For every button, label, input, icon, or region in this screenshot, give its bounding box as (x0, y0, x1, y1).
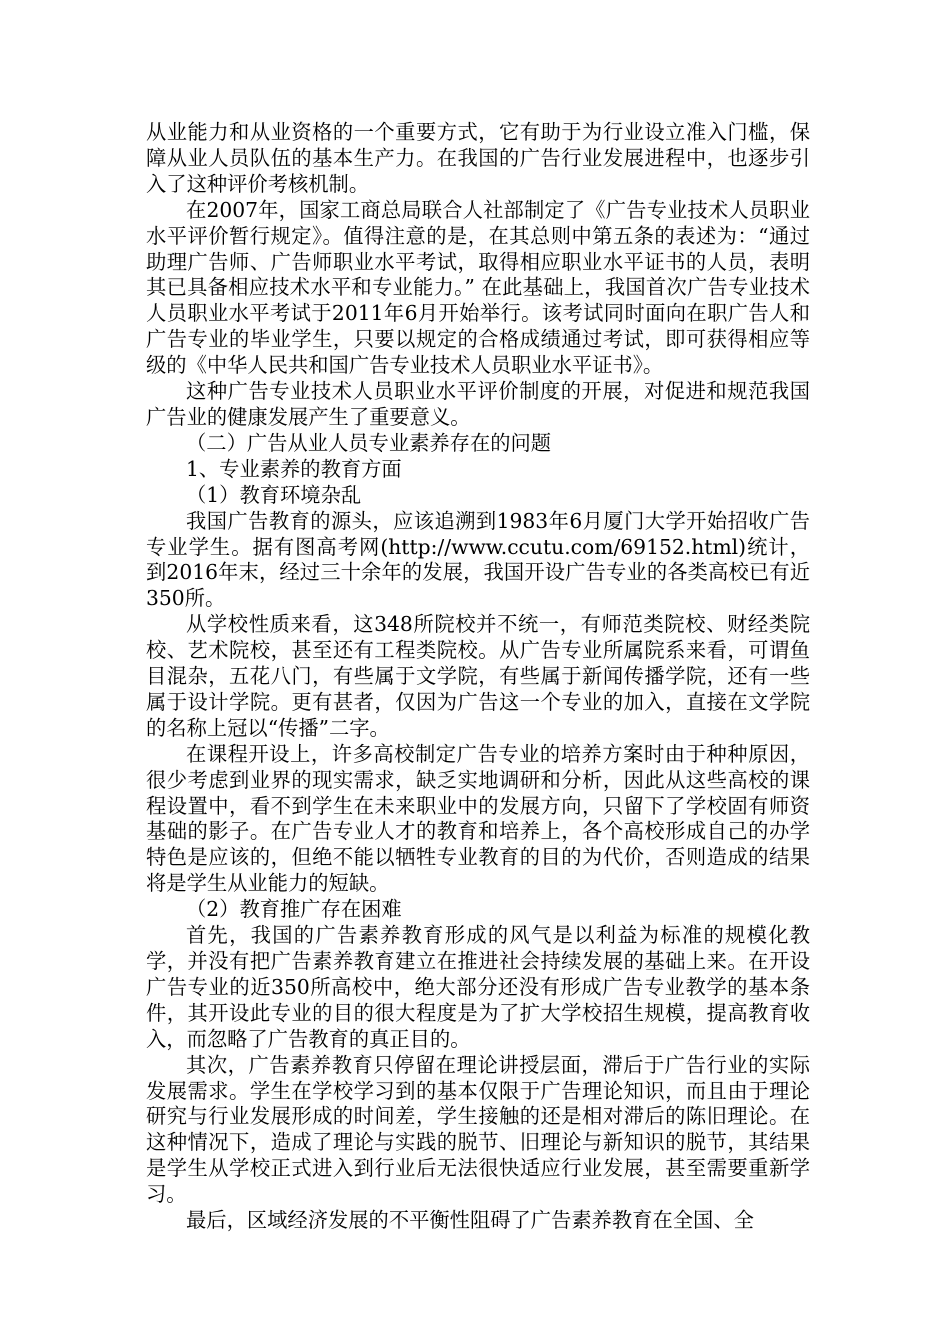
document-page (146, 120, 810, 1234)
paragraph: 我国广告教育的源头，应该追溯到1983年6月厦门大学开始招收广告专业学生。据有图高考网(http://www.ccutu.com/69152.html)统计，到2016年末，经过三十余年的发展，我国开设广告专业的各类高校已有近350所。 (146, 508, 810, 611)
paragraph: 从学校性质来看，这348所院校并不统一，有师范类院校、财经类院校、艺术院校，甚至还有工程类院校。从广告专业所属院系来看，可谓鱼目混杂，五花八门，有些属于文学院，有些属于新闻传播学院，还有一些属于设计学院。更有甚者，仅因为广告这一个专业的加入，直接在文学院的名称上冠以“传播”二字。 (146, 612, 810, 740)
paragraph: 从业能力和从业资格的一个重要方式，它有助于为行业设立准入门槛，保障从业人员队伍的基本生产力。在我国的广告行业发展进程中，也逐步引入了这种评价考核机制。 (146, 120, 810, 196)
paragraph: 在2007年，国家工商总局联合人社部制定了《广告专业技术人员职业水平评价暂行规定》。值得注意的是，在其总则中第五条的表述为：“通过助理广告师、广告师职业水平考试，取得相应职业水平证书的人员，表明其已具备相应技术水平和专业能力。” 在此基础上，我国首次广告专业技术人员职业水平考试于2011年6月开始举行。该考试同时面向在职广告人和广告专业的毕业学生，只要以规定的合格成绩通过考试，即可获得相应等级的《中华人民共和国广告专业技术人员职业水平证书》。 (146, 197, 810, 378)
paragraph: 最后，区域经济发展的不平衡性阻碍了广告素养教育在全国、全 (186, 1208, 754, 1233)
paragraph: 在课程开设上，许多高校制定广告专业的培养方案时由于种种原因，很少考虑到业界的现实需求，缺乏实地调研和分析，因此从这些高校的课程设置中，看不到学生在未来职业中的发展方向，只留下了学校固有师资基础的影子。在广告专业人才的教育和培养上，各个高校形成自己的办学特色是应该的，但绝不能以牺牲专业教育的目的为代价，否则造成的结果将是学生从业能力的短缺。 (146, 741, 810, 896)
paragraph: 首先，我国的广告素养教育形成的风气是以利益为标准的规模化教学，并没有把广告素养教育建立在推进社会持续发展的基础上来。在开设广告专业的近350所高校中，绝大部分还没有形成广告专业教学的基本条件，其开设此专业的目的很大程度是为了扩大学校招生规模，提高教育收入，而忽略了广告教育的真正目的。 (146, 923, 810, 1051)
subsubsection-heading: （1）教育环境杂乱 (186, 482, 362, 507)
subsection-heading: 1、专业素养的教育方面 (186, 456, 402, 481)
paragraph: 这种广告专业技术人员职业水平评价制度的开展，对促进和规范我国广告业的健康发展产生了重要意义。 (146, 379, 810, 429)
subsubsection-heading: （2）教育推广存在困难 (186, 897, 402, 922)
section-heading: （二）广告从业人员专业素养存在的问题 (186, 430, 552, 455)
paragraph: 其次，广告素养教育只停留在理论讲授层面，滞后于广告行业的实际发展需求。学生在学校学习到的基本仅限于广告理论知识，而且由于理论研究与行业发展形成的时间差，学生接触的还是相对滞后的陈旧理论。在这种情况下，造成了理论与实践的脱节、旧理论与新知识的脱节，其结果是学生从学校正式进入到行业后无法很快适应行业发展，甚至需要重新学习。 (146, 1052, 810, 1207)
